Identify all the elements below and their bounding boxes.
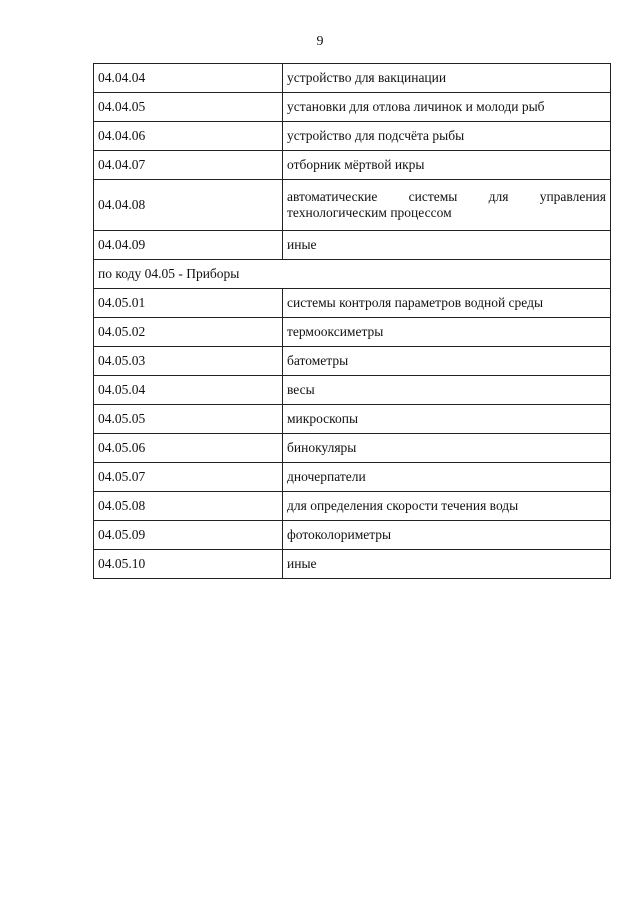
table-row <box>94 492 611 521</box>
code-cell: 04.04.05 <box>94 93 283 122</box>
code-cell: 04.04.04 <box>94 64 283 93</box>
description-cell: системы контроля параметров водной среды <box>283 289 611 318</box>
description-cell: батометры <box>283 347 611 376</box>
code-cell: 04.05.03 <box>94 347 283 376</box>
code-cell: 04.04.08 <box>94 180 283 231</box>
description-cell: весы <box>283 376 611 405</box>
description-cell: термооксиметры <box>283 318 611 347</box>
table-row <box>94 521 611 550</box>
code-cell: 04.05.06 <box>94 434 283 463</box>
table-row <box>94 463 611 492</box>
code-cell: 04.04.06 <box>94 122 283 151</box>
table-row <box>94 434 611 463</box>
table-row <box>94 289 611 318</box>
description-cell: отборник мёртвой икры <box>283 151 611 180</box>
table-row <box>94 231 611 260</box>
code-cell: 04.05.01 <box>94 289 283 318</box>
page-number: 9 <box>316 34 324 49</box>
section-row <box>94 260 611 289</box>
table-row <box>94 405 611 434</box>
description-cell: автоматические системы для управления технологическим процессом <box>283 180 611 231</box>
code-cell: 04.04.07 <box>94 151 283 180</box>
table-row <box>94 347 611 376</box>
code-cell: 04.05.05 <box>94 405 283 434</box>
description-cell: дночерпатели <box>283 463 611 492</box>
table-row <box>94 376 611 405</box>
description-cell: иные <box>283 550 611 579</box>
description-cell: устройство для вакцинации <box>283 64 611 93</box>
description-cell: фотоколориметры <box>283 521 611 550</box>
table-row <box>94 180 611 231</box>
classification-table <box>93 63 611 579</box>
description-cell: устройство для подсчёта рыбы <box>283 122 611 151</box>
description-cell: установки для отлова личинок и молоди рыб <box>283 93 611 122</box>
table-row <box>94 64 611 93</box>
table-row <box>94 151 611 180</box>
description-cell: иные <box>283 231 611 260</box>
code-cell: 04.05.04 <box>94 376 283 405</box>
section-heading: по коду 04.05 - Приборы <box>94 260 611 289</box>
code-cell: 04.05.07 <box>94 463 283 492</box>
description-cell: микроскопы <box>283 405 611 434</box>
table-row <box>94 550 611 579</box>
code-cell: 04.04.09 <box>94 231 283 260</box>
code-cell: 04.05.02 <box>94 318 283 347</box>
description-cell: бинокуляры <box>283 434 611 463</box>
code-cell: 04.05.08 <box>94 492 283 521</box>
table-row <box>94 93 611 122</box>
code-cell: 04.05.10 <box>94 550 283 579</box>
table-row <box>94 122 611 151</box>
description-cell: для определения скорости течения воды <box>283 492 611 521</box>
table-row <box>94 318 611 347</box>
code-cell: 04.05.09 <box>94 521 283 550</box>
